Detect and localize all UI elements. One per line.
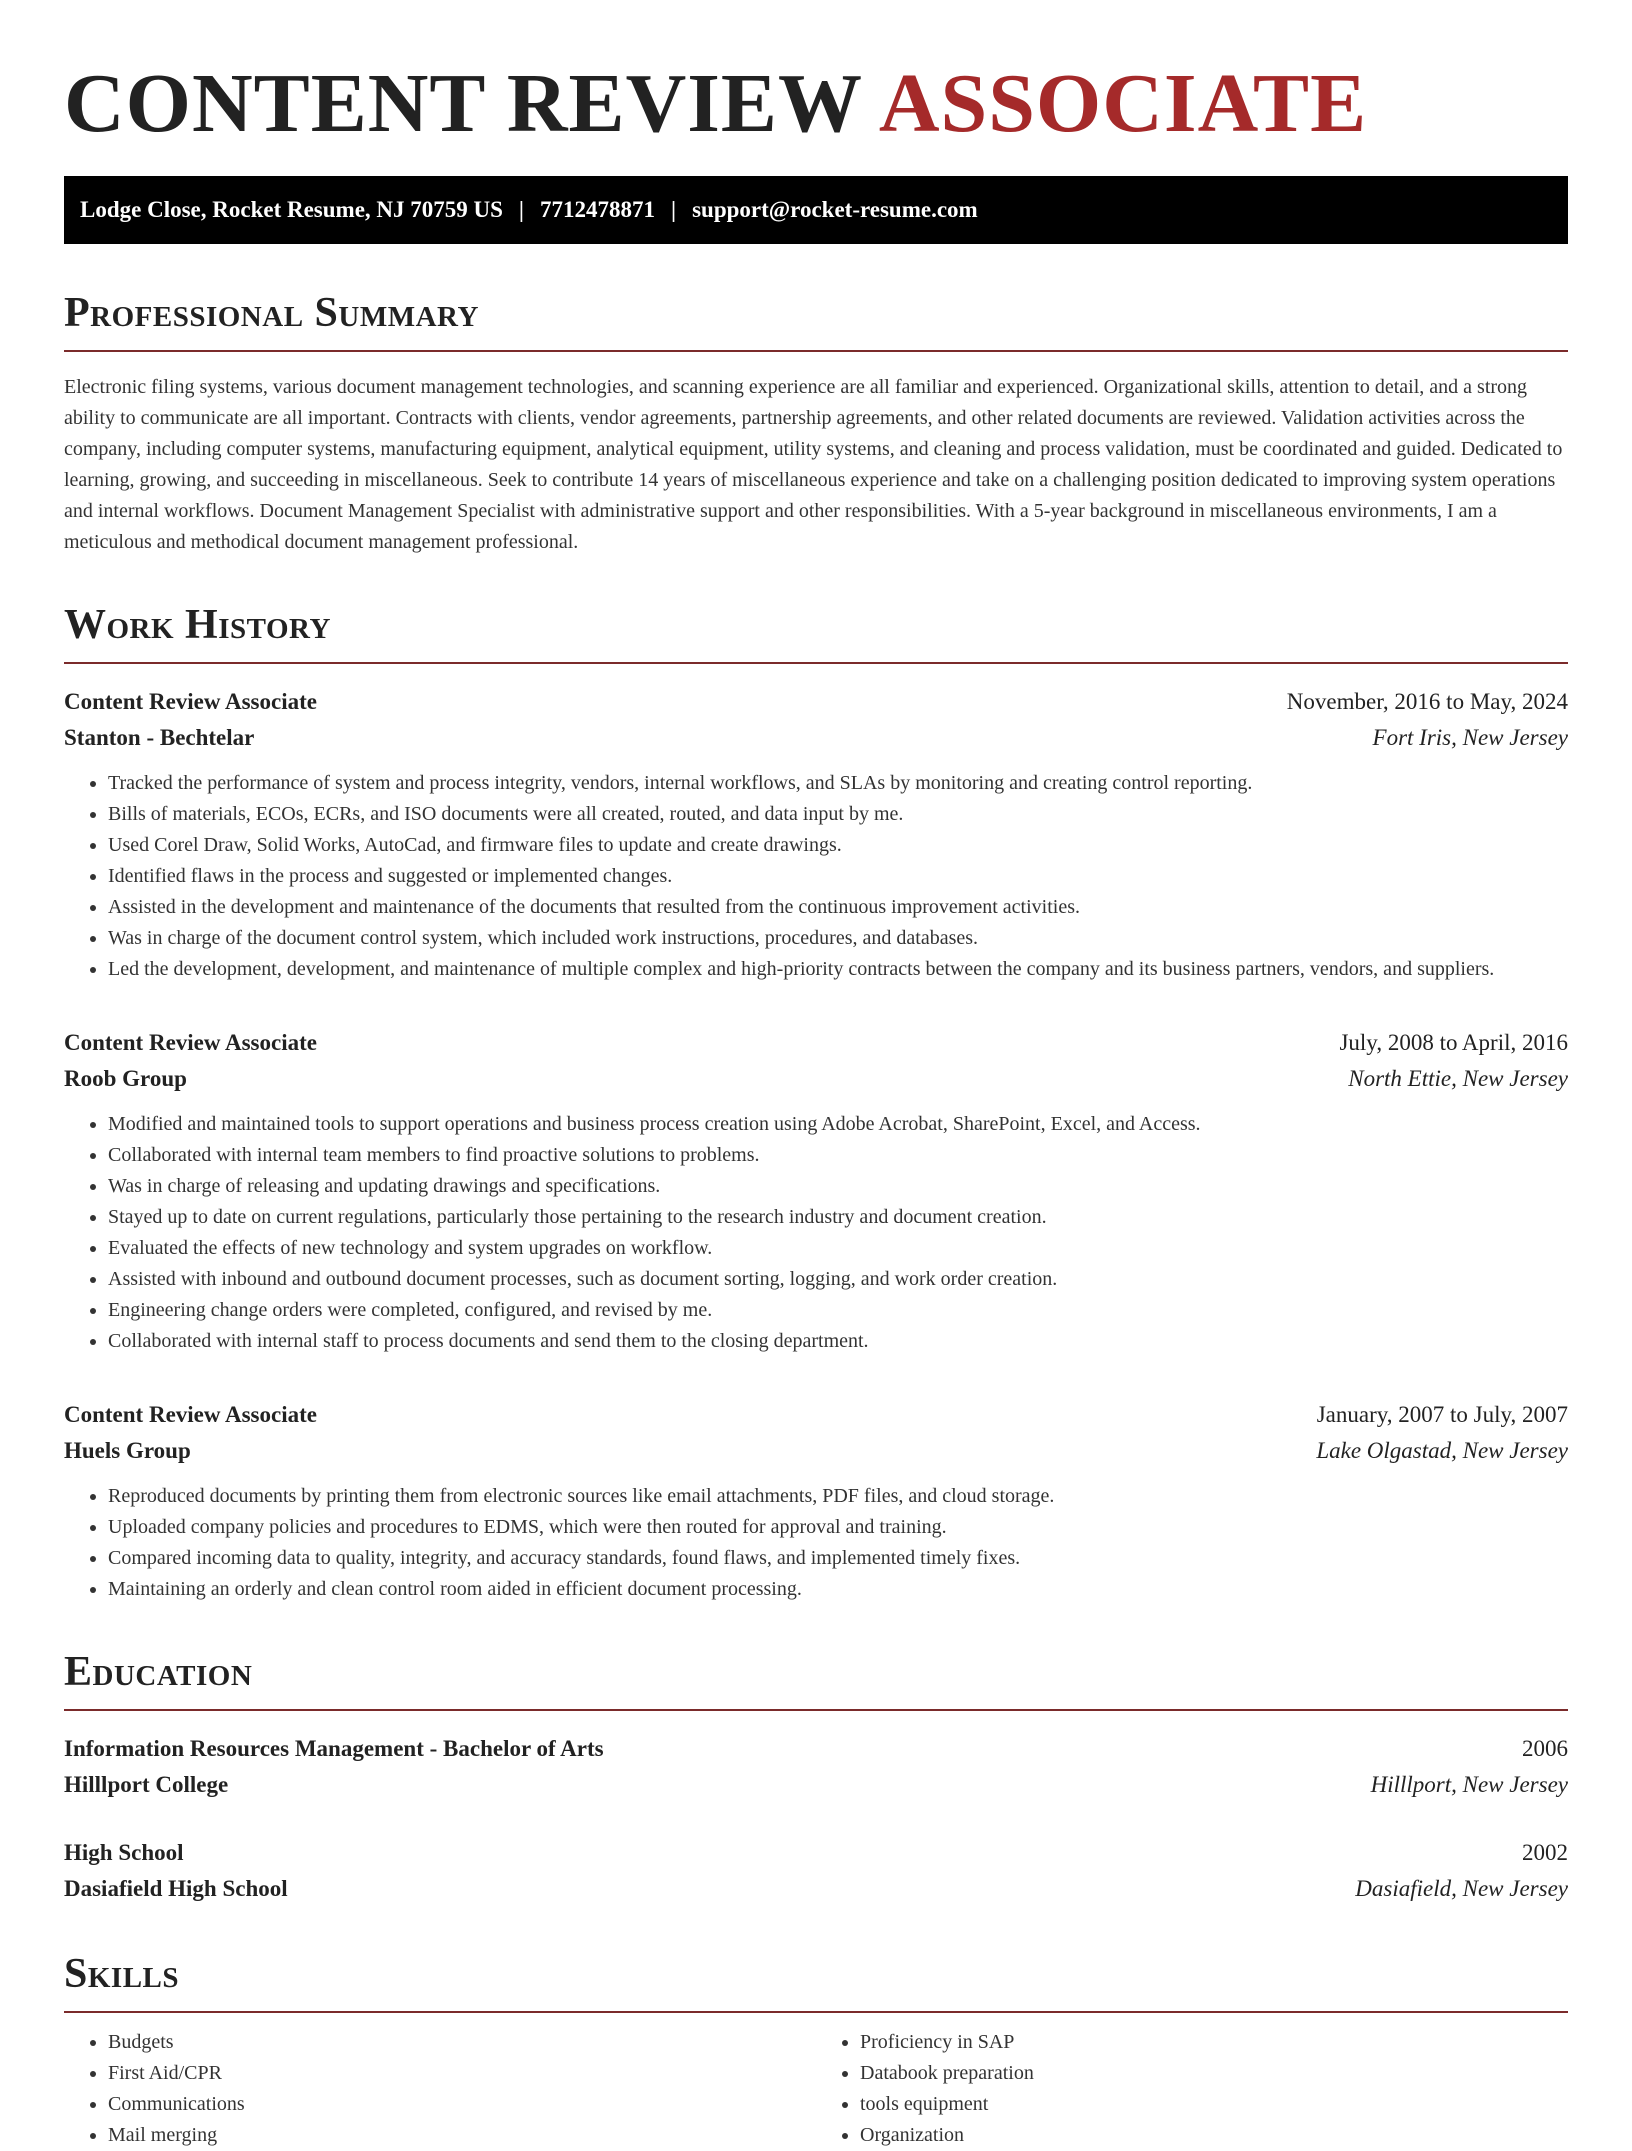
contact-address: Lodge Close, Rocket Resume, NJ 70759 US (80, 197, 503, 222)
skill-item: • tools equipment (860, 2089, 1568, 2120)
skill-item: • Organization (860, 2120, 1568, 2151)
job-location: Fort Iris, New Jersey (1372, 725, 1568, 750)
summary-text: Electronic filing systems, various document management technologies, and scanning experience are all familiar and experienced. Organizational skills, attention to detail, and a strong ability to communicate are all important. Contracts with clients, vendor agreements, partnership agreements, and other related documents are reviewed. Validation activities across the company, including computer systems, manufacturing equipment, analytical equipment, utility systems, and cleaning and process validation, must be coordinated and guided. Dedicated to learning, growing, and succeeding in miscellaneous. Seek to contribute 14 years of miscellaneous experience and take on a challenging position dedicated to improving system operations and internal workflows. Document Management Specialist with administrative support and other responsibilities. With a 5-year background in miscellaneous environments, I am a meticulous and methodical document management professional. (64, 376, 1563, 553)
job-dates: July, 2008 to April, 2016 (1339, 1030, 1568, 1055)
contact-separator: | (671, 197, 677, 222)
title-main: CONTENT REVIEW (64, 57, 862, 150)
job-bullet: • Bills of materials, ECOs, ECRs, and ISO documents were all created, routed, and data input by me. (108, 799, 1568, 830)
job-bullet: • Was in charge of the document control system, which included work instructions, procedures, and databases. (108, 923, 1568, 954)
skill-item: • Proficiency in SAP (860, 2027, 1568, 2058)
job-bullet: • Led the development, development, and maintenance of multiple complex and high-priority contracts between the company and its business partners, vendors, and suppliers. (108, 954, 1568, 985)
skill-item: • First Aid/CPR (108, 2058, 816, 2089)
contact-phone[interactable]: 7712478871 (540, 197, 655, 222)
job-bullet: • Compared incoming data to quality, integrity, and accuracy standards, found flaws, and implemented timely fixes. (108, 1543, 1568, 1574)
section-heading: Education (64, 1649, 1568, 1711)
education-entry (64, 1731, 1568, 1803)
job-bullet: • Collaborated with internal team members to find proactive solutions to problems. (108, 1140, 1568, 1171)
job-bullets (64, 768, 1568, 985)
job-entry (64, 1025, 1568, 1357)
contact-separator: | (518, 197, 524, 222)
job-title: Content Review Associate (64, 689, 317, 714)
job-entry (64, 1397, 1568, 1605)
education-section (64, 1649, 1568, 1907)
job-bullet: • Identified flaws in the process and suggested or implemented changes. (108, 861, 1568, 892)
job-location: Lake Olgastad, New Jersey (1316, 1438, 1568, 1463)
job-company: Roob Group (64, 1066, 187, 1091)
education-year: 2002 (1522, 1840, 1568, 1865)
work-history-section (64, 602, 1568, 1605)
job-company: Stanton - Bechtelar (64, 725, 255, 750)
job-bullets (64, 1481, 1568, 1605)
job-bullets (64, 1109, 1568, 1357)
resume-title (64, 0, 1568, 176)
job-location: North Ettie, New Jersey (1348, 1066, 1568, 1091)
job-bullet: • Assisted in the development and maintenance of the documents that resulted from the continuous improvement activities. (108, 892, 1568, 923)
education-degree: Information Resources Management - Bachelor of Arts (64, 1736, 604, 1761)
contact-bar (64, 176, 1568, 244)
section-heading: Skills (64, 1951, 1568, 2013)
title-accent: ASSOCIATE (878, 57, 1368, 150)
professional-summary-section (64, 290, 1568, 558)
skill-item: • Budgets (108, 2027, 816, 2058)
skills-column-right (816, 2027, 1568, 2151)
job-bullet: • Collaborated with internal staff to process documents and send them to the closing department. (108, 1326, 1568, 1357)
job-bullet: • Stayed up to date on current regulations, particularly those pertaining to the research industry and document creation. (108, 1202, 1568, 1233)
job-entry (64, 684, 1568, 985)
contact-email[interactable]: support@rocket-resume.com (692, 197, 978, 222)
skill-item: • Databook preparation (860, 2058, 1568, 2089)
skills-grid (64, 2027, 1568, 2151)
skill-item: • Mail merging (108, 2120, 816, 2151)
job-bullet: • Maintaining an orderly and clean control room aided in efficient document processing. (108, 1574, 1568, 1605)
job-bullet: • Assisted with inbound and outbound document processes, such as document sorting, logging, and work order creation. (108, 1264, 1568, 1295)
job-dates: January, 2007 to July, 2007 (1316, 1402, 1568, 1427)
education-location: Dasiafield, New Jersey (1355, 1876, 1568, 1901)
education-year: 2006 (1522, 1736, 1568, 1761)
skill-item: • Communications (108, 2089, 816, 2120)
education-entry (64, 1835, 1568, 1907)
job-title: Content Review Associate (64, 1402, 317, 1427)
job-bullet: • Used Corel Draw, Solid Works, AutoCad, and firmware files to update and create drawings. (108, 830, 1568, 861)
education-location: Hilllport, New Jersey (1370, 1772, 1568, 1797)
job-bullet: • Evaluated the effects of new technology and system upgrades on workflow. (108, 1233, 1568, 1264)
job-company: Huels Group (64, 1438, 191, 1463)
job-bullet: • Modified and maintained tools to support operations and business process creation using Adobe Acrobat, SharePoint, Excel, and Access. (108, 1109, 1568, 1140)
education-degree: High School (64, 1840, 184, 1865)
skills-column-left (64, 2027, 816, 2151)
section-heading: Work History (64, 602, 1568, 664)
job-bullet: • Uploaded company policies and procedures to EDMS, which were then routed for approval and training. (108, 1512, 1568, 1543)
job-dates: November, 2016 to May, 2024 (1286, 689, 1568, 714)
education-school: Dasiafield High School (64, 1876, 288, 1901)
education-school: Hilllport College (64, 1772, 229, 1797)
job-bullet: • Tracked the performance of system and process integrity, vendors, internal workflows, and SLAs by monitoring and creating control reporting. (108, 768, 1568, 799)
job-title: Content Review Associate (64, 1030, 317, 1055)
skills-section (64, 1951, 1568, 2151)
job-bullet: • Was in charge of releasing and updating drawings and specifications. (108, 1171, 1568, 1202)
job-bullet: • Reproduced documents by printing them from electronic sources like email attachments, PDF files, and cloud storage. (108, 1481, 1568, 1512)
job-bullet: • Engineering change orders were completed, configured, and revised by me. (108, 1295, 1568, 1326)
section-heading: Professional Summary (64, 290, 1568, 352)
